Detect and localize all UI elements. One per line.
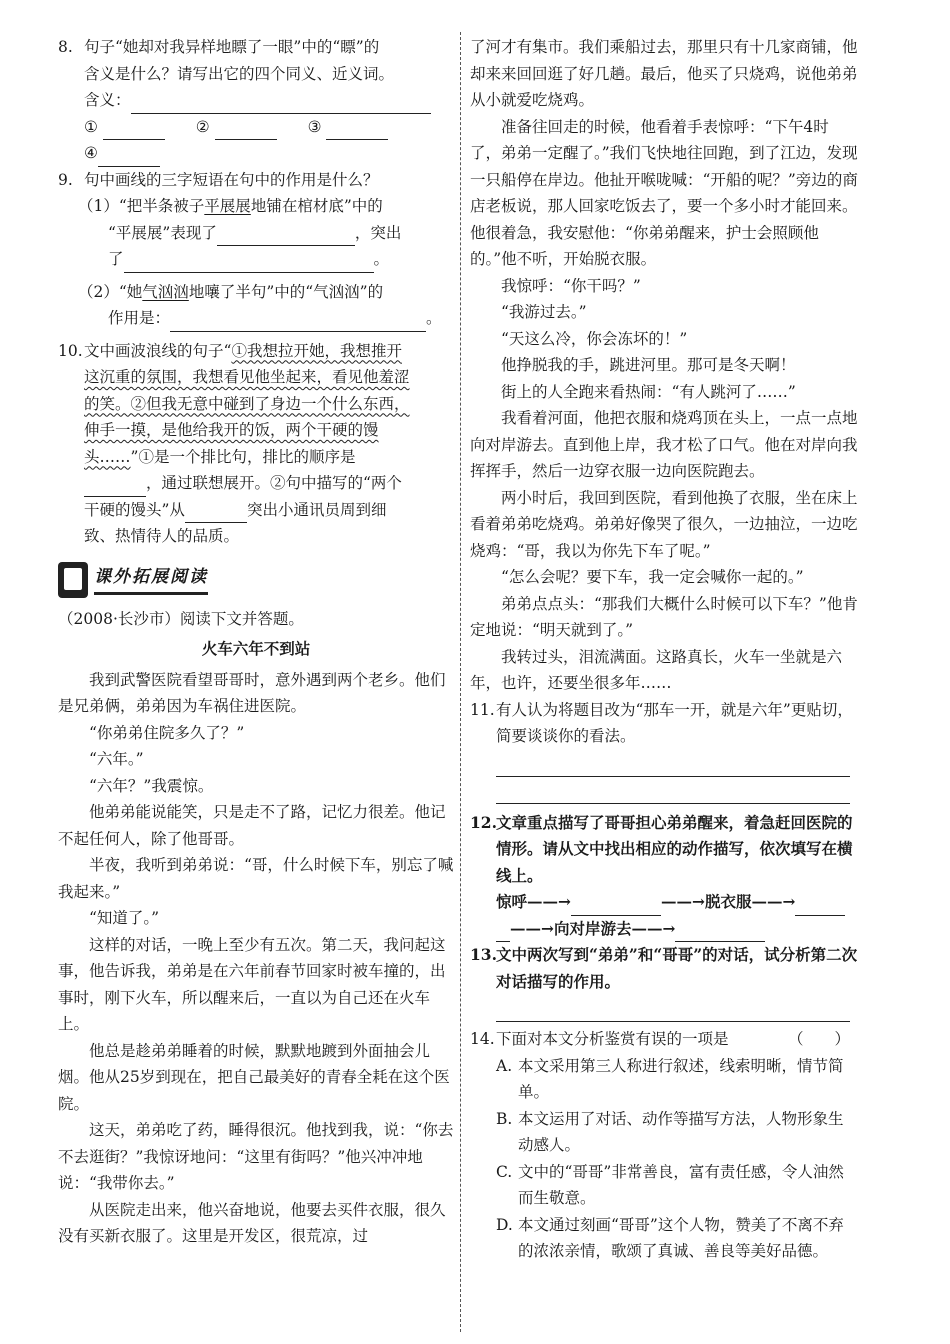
question-text: ，突出 [354,223,402,242]
question-text: 含义是什么？请写出它的四个同义、近义词。 [84,64,395,83]
question-number: 12. [470,812,497,832]
synonym-marker: ② [195,117,210,136]
answer-blank[interactable] [571,897,661,916]
story-paragraph: 他弟弟能说能笑，只是走不了路，记忆力很差。他记不起任何人，除了他哥哥。 [58,803,446,848]
story-paragraph: 了河才有集市。我们乘船过去，那里只有十几家商铺，他却来来回回逛了好几趟。最后，他买了只烧鸡，说他弟弟从小就爱吃烧鸡。 [470,38,858,109]
question-text: 下面对本文分析鉴赏有误的一项是 [496,1030,729,1048]
answer-blank[interactable] [103,121,165,140]
answer-blank[interactable] [84,478,146,497]
wavy-underlined-text: ①我想拉开她，我想推开 [231,341,402,360]
question-text: 地嚷了半句”中的“气汹汹”的 [188,282,384,301]
question-text: ”①是一个排比句，排比的顺序是 [130,447,356,466]
question-number: 9. [58,170,73,189]
question-11 [470,697,858,750]
question-text: 突出小通讯员周到细 [246,500,387,519]
question-text: 致、热情待人的品质。 [84,527,240,545]
question-text: 句中画线的三字短语在句中的作用是什么？ [84,170,379,189]
story-paragraph: “天这么冷，你会冻坏的！” [501,329,688,348]
synonym-marker: ④ [84,144,98,162]
story-paragraph: 我到武警医院看望哥哥时，意外遇到两个老乡。他们是兄弟俩，弟弟因为车祸住进医院。 [58,670,446,715]
synonym-marker: ① [84,117,98,136]
answer-blank[interactable] [496,923,510,942]
wavy-underlined-text: 头…… [84,447,131,466]
story-paragraph: 这天，弟弟吃了药，睡得很沉。他找到我，说：“你去不去逛街？”我惊讶地问：“这里有街吗？”他兴冲冲地说：“我带你去。” [58,1121,454,1192]
question-text: ，通过联想展开。②句中描写的“两个 [146,474,402,492]
story-paragraph: 从医院走出来，他兴奋地说，他要去买件衣服，很久没有买新衣服了。这里是开发区，很荒凉，过 [58,1200,446,1245]
story-paragraph: 我惊呼：“你干吗？” [501,276,641,295]
story-paragraph: “怎么会呢？要下车，我一定会喊你一起的。” [501,568,804,586]
story-paragraph: “六年。” [89,750,144,768]
question-number: 11. [470,700,495,719]
option-b[interactable] [496,1106,858,1159]
left-column [58,34,454,1250]
right-column [470,34,858,1265]
question-8 [58,34,454,167]
question-number: 10. [58,341,83,360]
answer-blank[interactable] [215,121,277,140]
section-header [58,560,454,600]
story-paragraph: “我游过去。” [501,303,587,321]
answer-blank[interactable] [98,148,160,167]
answer-blank[interactable] [217,227,355,246]
story-paragraph: “六年？”我震惊。 [89,776,214,795]
question-text: 。 [426,309,442,327]
answer-line[interactable] [496,995,850,1022]
story-paragraph: 街上的人全跑来看热闹：“有人跳河了……” [501,382,796,401]
answer-line[interactable] [496,777,850,804]
option-label: A. [496,1056,513,1075]
answer-blank[interactable] [326,121,388,140]
question-9 [58,167,454,332]
story-paragraph: 这样的对话，一晚上至少有五次。第二天，我问起这事，他告诉我，弟弟是在六年前春节回家时被车撞的，出事时，刚下火车，所以醒来后，一直以为自己还在火车上。 [58,935,446,1033]
story-paragraph: “知道了。” [89,909,160,927]
question-number: 8. [58,38,73,56]
question-text: 有人认为将题目改为“那车一开，就是六年”更贴切，简要谈谈你的看法。 [496,700,853,745]
answer-line[interactable] [496,750,850,777]
option-text: 本文运用了对话、动作等描写方法，人物形象生动感人。 [518,1109,844,1154]
story-paragraph: 我转过头，泪流满面。这路真长，火车一坐就是六年，也许，还要坐很多年…… [470,647,843,692]
question-text: 。 [373,250,390,268]
option-text: 本文采用第三人称进行叙述，线索明晰，情节简单。 [518,1056,844,1101]
story-paragraph: 弟弟点点头：“那我们大概什么时候可以下车？”他肯定地说：“明天就到了。” [470,594,858,639]
question-12 [470,810,858,943]
option-label: B. [496,1109,513,1128]
answer-blank[interactable] [795,897,845,916]
answer-blank[interactable] [131,95,431,114]
action-chain-text: ——→脱衣服——→ [661,892,796,911]
book-icon [58,562,88,598]
option-text: 文中的“哥哥”非常善良，富有责任感，令人油然而生敬意。 [518,1162,844,1207]
option-c[interactable] [496,1159,858,1212]
column-divider [460,32,461,1332]
question-text: （2）“她 [78,282,143,301]
synonym-marker: ③ [307,117,322,136]
answer-blank[interactable] [124,254,374,273]
underlined-phrase: 气汹汹 [142,282,189,301]
question-text: “平展展”表现了 [108,223,217,242]
action-chain-text: ——→向对岸游去——→ [510,918,676,938]
option-label: D. [496,1215,513,1234]
story-paragraph: 他挣脱我的手，跳进河里。那可是冬天啊！ [501,356,796,374]
wavy-underlined-text: 伸手一摸，是他给我开的饭，两个干硬的馒 [84,421,379,439]
question-text: 作用是： [108,309,171,327]
question-text: 句子“她却对我异样地瞟了一眼”中的“瞟”的 [84,38,380,56]
question-text: 地铺在棺材底”中的 [250,197,383,215]
action-chain-text: 惊呼——→ [496,892,571,911]
question-10 [58,338,454,550]
wavy-underlined-text: 的笑。②但我无意中碰到了身边一个什么东西， [84,394,410,413]
question-text: 了 [108,250,124,268]
question-text: 干硬的馒头”从 [84,500,185,519]
answer-parentheses[interactable]: （ ） [787,1030,850,1048]
question-text: （1）“把半条被子 [78,197,205,215]
question-13 [470,942,858,995]
question-text: 文中画波浪线的句子“ [84,341,232,360]
option-a[interactable] [496,1053,858,1106]
underlined-phrase: 平展展 [204,197,251,215]
section-title: 课外拓展阅读 [94,564,208,596]
question-number: 13. [470,945,497,964]
question-number: 14. [470,1030,495,1048]
story-paragraph: 他总是趁弟弟睡着的时候，默默地踱到外面抽会儿烟。他从25岁到现在，把自己最美好的青春全耗在这个医院。 [58,1041,450,1113]
answer-blank[interactable] [185,504,247,523]
story-paragraph: 我看着河面，他把衣服和烧鸡顶在头上，一点一点地向对岸游去。直到他上岸，我才松了口气。他在对岸向我挥挥手，然后一边穿衣服一边向医院跑去。 [470,409,858,480]
story-title: 火车六年不到站 [201,640,311,658]
option-d[interactable] [496,1212,858,1265]
option-text: 本文通过刻画“哥哥”这个人物，赞美了不离不弃的浓浓亲情，歌颂了真诚、善良等美好品德。 [518,1215,844,1260]
question-text: 文章重点描写了哥哥担心弟弟醒来，着急赶回医院的情形。请从文中找出相应的动作描写，依次填写在横线上。 [496,812,853,885]
answer-blank[interactable] [675,923,765,942]
wavy-underlined-text: 这沉重的氛围，我想看见他坐起来，看见他羞涩 [84,368,410,386]
meaning-label: 含义： [84,91,131,109]
story-paragraph: 半夜，我听到弟弟说：“哥，什么时候下车，别忘了喊我起来。” [58,856,454,901]
question-text: 文中两次写到“弟弟”和“哥哥”的对话，试分析第二次对话描写的作用。 [496,945,858,991]
option-label: C. [496,1162,513,1181]
answer-blank[interactable] [170,313,426,332]
source-line: （2008·长沙市）阅读下文并答题。 [58,609,304,628]
question-14 [470,1026,858,1265]
story-paragraph: 准备往回走的时候，他看着手表惊呼：“下午4时了，弟弟一定醒了。”我们飞快地往回跑，到了江边，发现一只船停在岸边。他扯开喉咙喊：“开船的呢？”旁边的商店老板说，那人回家吃饭去了，要一个多小时才能回来。他很着急，我安慰他：“你弟弟醒来，护士会照顾他的。”他不听，开始脱衣服。 [470,117,858,268]
story-paragraph: 两小时后，我回到医院，看到他换了衣服，坐在床上看着弟弟吃烧鸡。弟弟好像哭了很久，一边抽泣，一边吃烧鸡：“哥，我以为你先下车了呢。” [470,488,858,560]
story-paragraph: “你弟弟住院多久了？” [89,723,245,742]
